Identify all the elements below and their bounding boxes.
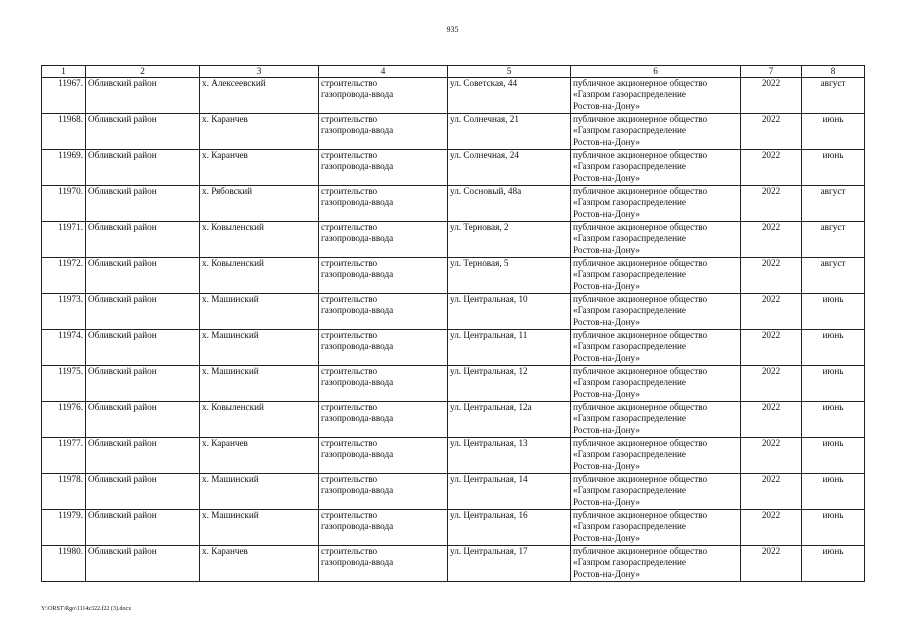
row-number: 11978. bbox=[58, 474, 83, 484]
organization-line: Ростов-на-Дону» bbox=[573, 568, 640, 579]
organization-line: публичное акционерное общество bbox=[573, 222, 708, 232]
row-number-cell bbox=[42, 114, 86, 150]
settlement-name: х. Машинский bbox=[202, 510, 259, 520]
year: 2022 bbox=[761, 510, 781, 520]
work-type-line: газопровода-ввода bbox=[321, 377, 394, 388]
organization-line: «Газпром газораспределение bbox=[573, 557, 686, 568]
address-cell bbox=[448, 546, 571, 582]
table-row bbox=[42, 366, 865, 402]
row-number: 11974. bbox=[58, 330, 83, 340]
work-type-cell bbox=[319, 546, 448, 582]
address-cell bbox=[448, 438, 571, 474]
district-name: Обливский район bbox=[88, 438, 157, 448]
work-type-line: строительство bbox=[321, 510, 378, 520]
address: ул. Центральная, 12а bbox=[450, 402, 532, 412]
year-cell bbox=[741, 402, 802, 438]
settlement-cell bbox=[200, 474, 319, 510]
table-row bbox=[42, 114, 865, 150]
row-number: 11980. bbox=[58, 546, 83, 556]
year-cell bbox=[741, 330, 802, 366]
organization-cell bbox=[571, 546, 741, 582]
month: август bbox=[820, 258, 846, 268]
month: июнь bbox=[822, 402, 844, 412]
address-cell bbox=[448, 258, 571, 294]
month: август bbox=[820, 186, 846, 196]
district-cell bbox=[86, 546, 200, 582]
work-type-cell bbox=[319, 222, 448, 258]
district-name: Обливский район bbox=[88, 222, 157, 232]
settlement-name: х. Каранчев bbox=[202, 546, 248, 556]
row-number: 11979. bbox=[58, 510, 83, 520]
district-cell bbox=[86, 330, 200, 366]
district-cell bbox=[86, 114, 200, 150]
settlement-cell bbox=[200, 402, 319, 438]
table-row bbox=[42, 402, 865, 438]
work-type-line: строительство bbox=[321, 186, 378, 196]
settlement-name: х. Ковыленский bbox=[202, 258, 264, 268]
row-number-cell bbox=[42, 258, 86, 294]
month: июнь bbox=[822, 438, 844, 448]
work-type-line: строительство bbox=[321, 294, 378, 304]
work-type-cell bbox=[319, 474, 448, 510]
row-number-cell bbox=[42, 222, 86, 258]
column-header: 2 bbox=[86, 66, 200, 78]
work-type-line: газопровода-ввода bbox=[321, 233, 394, 244]
month-cell bbox=[802, 474, 865, 510]
organization-line: публичное акционерное общество bbox=[573, 438, 708, 448]
district-name: Обливский район bbox=[88, 294, 157, 304]
table-row bbox=[42, 546, 865, 582]
row-number: 11968. bbox=[58, 114, 83, 124]
district-cell bbox=[86, 438, 200, 474]
work-type-line: строительство bbox=[321, 258, 378, 268]
month-cell bbox=[802, 114, 865, 150]
table-row bbox=[42, 186, 865, 222]
column-header: 6 bbox=[571, 66, 741, 78]
column-header: 7 bbox=[741, 66, 802, 78]
organization-line: «Газпром газораспределение bbox=[573, 305, 686, 316]
organization-line: публичное акционерное общество bbox=[573, 258, 708, 268]
work-type-cell bbox=[319, 294, 448, 330]
address: ул. Центральная, 13 bbox=[450, 438, 528, 448]
month: июнь bbox=[822, 294, 844, 304]
row-number: 11967. bbox=[58, 78, 83, 88]
settlement-cell bbox=[200, 330, 319, 366]
work-type-line: строительство bbox=[321, 150, 378, 160]
organization-cell bbox=[571, 186, 741, 222]
organization-line: «Газпром газораспределение bbox=[573, 377, 686, 388]
address-cell bbox=[448, 366, 571, 402]
district-cell bbox=[86, 402, 200, 438]
address: ул. Терновая, 2 bbox=[450, 222, 509, 232]
column-header: 5 bbox=[448, 66, 571, 78]
year: 2022 bbox=[761, 294, 781, 304]
row-number-cell bbox=[42, 474, 86, 510]
address-cell bbox=[448, 114, 571, 150]
work-type-line: газопровода-ввода bbox=[321, 125, 394, 136]
settlement-cell bbox=[200, 546, 319, 582]
settlement-name: х. Машинский bbox=[202, 294, 259, 304]
organization-line: Ростов-на-Дону» bbox=[573, 532, 640, 543]
row-number-cell bbox=[42, 186, 86, 222]
work-type-line: строительство bbox=[321, 114, 378, 124]
organization-line: Ростов-на-Дону» bbox=[573, 496, 640, 507]
work-type-cell bbox=[319, 114, 448, 150]
settlement-cell bbox=[200, 366, 319, 402]
district-name: Обливский район bbox=[88, 330, 157, 340]
district-cell bbox=[86, 258, 200, 294]
year-cell bbox=[741, 258, 802, 294]
month-cell bbox=[802, 150, 865, 186]
organization-line: публичное акционерное общество bbox=[573, 114, 708, 124]
district-cell bbox=[86, 150, 200, 186]
district-name: Обливский район bbox=[88, 366, 157, 376]
row-number-cell bbox=[42, 366, 86, 402]
gas-pipeline-registry-table bbox=[41, 65, 865, 582]
address-cell bbox=[448, 474, 571, 510]
work-type-line: газопровода-ввода bbox=[321, 413, 394, 424]
row-number-cell bbox=[42, 510, 86, 546]
organization-line: Ростов-на-Дону» bbox=[573, 244, 640, 255]
district-name: Обливский район bbox=[88, 510, 157, 520]
address-cell bbox=[448, 402, 571, 438]
address: ул. Сосновый, 48а bbox=[450, 186, 522, 196]
year: 2022 bbox=[761, 222, 781, 232]
month: август bbox=[820, 222, 846, 232]
organization-line: «Газпром газораспределение bbox=[573, 413, 686, 424]
settlement-cell bbox=[200, 438, 319, 474]
work-type-line: газопровода-ввода bbox=[321, 305, 394, 316]
organization-line: «Газпром газораспределение bbox=[573, 161, 686, 172]
month-cell bbox=[802, 366, 865, 402]
organization-cell bbox=[571, 150, 741, 186]
table-body bbox=[42, 78, 865, 582]
year-cell bbox=[741, 78, 802, 114]
month-cell bbox=[802, 258, 865, 294]
settlement-cell bbox=[200, 510, 319, 546]
address-cell bbox=[448, 330, 571, 366]
year-cell bbox=[741, 294, 802, 330]
table-row bbox=[42, 474, 865, 510]
row-number: 11975. bbox=[58, 366, 83, 376]
address: ул. Терновая, 5 bbox=[450, 258, 509, 268]
row-number: 11977. bbox=[58, 438, 83, 448]
settlement-name: х. Ковыленский bbox=[202, 222, 264, 232]
address: ул. Солнечная, 21 bbox=[450, 114, 519, 124]
work-type-cell bbox=[319, 366, 448, 402]
year: 2022 bbox=[761, 438, 781, 448]
organization-line: публичное акционерное общество bbox=[573, 546, 708, 556]
settlement-cell bbox=[200, 294, 319, 330]
settlement-cell bbox=[200, 78, 319, 114]
address: ул. Центральная, 11 bbox=[450, 330, 528, 340]
address: ул. Центральная, 14 bbox=[450, 474, 528, 484]
month-cell bbox=[802, 330, 865, 366]
address-cell bbox=[448, 78, 571, 114]
year: 2022 bbox=[761, 546, 781, 556]
work-type-line: газопровода-ввода bbox=[321, 557, 394, 568]
table-row bbox=[42, 78, 865, 114]
address: ул. Центральная, 16 bbox=[450, 510, 528, 520]
row-number-cell bbox=[42, 78, 86, 114]
organization-line: публичное акционерное общество bbox=[573, 294, 708, 304]
year-cell bbox=[741, 474, 802, 510]
settlement-name: х. Алексеевский bbox=[202, 78, 266, 88]
work-type-line: строительство bbox=[321, 402, 378, 412]
year: 2022 bbox=[761, 366, 781, 376]
settlement-cell bbox=[200, 150, 319, 186]
row-number-cell bbox=[42, 438, 86, 474]
work-type-cell bbox=[319, 510, 448, 546]
address-cell bbox=[448, 510, 571, 546]
district-name: Обливский район bbox=[88, 150, 157, 160]
address: ул. Центральная, 12 bbox=[450, 366, 528, 376]
month: июнь bbox=[822, 114, 844, 124]
column-header: 8 bbox=[802, 66, 865, 78]
address: ул. Центральная, 10 bbox=[450, 294, 528, 304]
organization-line: публичное акционерное общество bbox=[573, 474, 708, 484]
table-row bbox=[42, 510, 865, 546]
column-header: 3 bbox=[200, 66, 319, 78]
organization-line: «Газпром газораспределение bbox=[573, 521, 686, 532]
work-type-cell bbox=[319, 438, 448, 474]
organization-cell bbox=[571, 78, 741, 114]
year: 2022 bbox=[761, 258, 781, 268]
organization-cell bbox=[571, 438, 741, 474]
year: 2022 bbox=[761, 150, 781, 160]
address-cell bbox=[448, 222, 571, 258]
settlement-name: х. Машинский bbox=[202, 474, 259, 484]
work-type-line: газопровода-ввода bbox=[321, 485, 394, 496]
month-cell bbox=[802, 438, 865, 474]
organization-line: Ростов-на-Дону» bbox=[573, 316, 640, 327]
organization-line: публичное акционерное общество bbox=[573, 366, 708, 376]
work-type-line: газопровода-ввода bbox=[321, 161, 394, 172]
work-type-line: газопровода-ввода bbox=[321, 341, 394, 352]
row-number-cell bbox=[42, 402, 86, 438]
district-cell bbox=[86, 222, 200, 258]
organization-line: Ростов-на-Дону» bbox=[573, 208, 640, 219]
work-type-line: строительство bbox=[321, 78, 378, 88]
district-name: Обливский район bbox=[88, 258, 157, 268]
organization-line: «Газпром газораспределение bbox=[573, 449, 686, 460]
year-cell bbox=[741, 438, 802, 474]
organization-line: публичное акционерное общество bbox=[573, 402, 708, 412]
year: 2022 bbox=[761, 402, 781, 412]
month: июнь bbox=[822, 150, 844, 160]
address: ул. Центральная, 17 bbox=[450, 546, 528, 556]
month-cell bbox=[802, 510, 865, 546]
organization-cell bbox=[571, 222, 741, 258]
settlement-name: х. Ковыленский bbox=[202, 402, 264, 412]
settlement-name: х. Каранчев bbox=[202, 114, 248, 124]
organization-cell bbox=[571, 294, 741, 330]
organization-line: публичное акционерное общество bbox=[573, 510, 708, 520]
organization-line: «Газпром газораспределение bbox=[573, 485, 686, 496]
row-number: 11971. bbox=[58, 222, 83, 232]
organization-line: Ростов-на-Дону» bbox=[573, 172, 640, 183]
year: 2022 bbox=[761, 330, 781, 340]
year-cell bbox=[741, 186, 802, 222]
work-type-line: газопровода-ввода bbox=[321, 269, 394, 280]
row-number-cell bbox=[42, 294, 86, 330]
district-cell bbox=[86, 366, 200, 402]
district-name: Обливский район bbox=[88, 114, 157, 124]
settlement-cell bbox=[200, 258, 319, 294]
year-cell bbox=[741, 114, 802, 150]
month-cell bbox=[802, 186, 865, 222]
month: июнь bbox=[822, 366, 844, 376]
organization-line: Ростов-на-Дону» bbox=[573, 352, 640, 363]
district-cell bbox=[86, 186, 200, 222]
organization-line: публичное акционерное общество bbox=[573, 150, 708, 160]
month-cell bbox=[802, 546, 865, 582]
address-cell bbox=[448, 150, 571, 186]
table-row bbox=[42, 438, 865, 474]
district-cell bbox=[86, 294, 200, 330]
work-type-line: газопровода-ввода bbox=[321, 449, 394, 460]
month-cell bbox=[802, 222, 865, 258]
organization-cell bbox=[571, 330, 741, 366]
work-type-line: строительство bbox=[321, 438, 378, 448]
organization-line: «Газпром газораспределение bbox=[573, 233, 686, 244]
work-type-cell bbox=[319, 150, 448, 186]
settlement-name: х. Машинский bbox=[202, 330, 259, 340]
organization-line: «Газпром газораспределение bbox=[573, 341, 686, 352]
address: ул. Солнечная, 24 bbox=[450, 150, 519, 160]
year-cell bbox=[741, 150, 802, 186]
table-row bbox=[42, 222, 865, 258]
work-type-cell bbox=[319, 258, 448, 294]
month: июнь bbox=[822, 330, 844, 340]
organization-line: Ростов-на-Дону» bbox=[573, 280, 640, 291]
row-number-cell bbox=[42, 546, 86, 582]
table-row bbox=[42, 294, 865, 330]
work-type-cell bbox=[319, 186, 448, 222]
row-number-cell bbox=[42, 150, 86, 186]
page-number: 935 bbox=[446, 25, 459, 34]
row-number-cell bbox=[42, 330, 86, 366]
year-cell bbox=[741, 366, 802, 402]
work-type-line: строительство bbox=[321, 546, 378, 556]
settlement-name: х. Рябовский bbox=[202, 186, 253, 196]
month-cell bbox=[802, 402, 865, 438]
work-type-line: газопровода-ввода bbox=[321, 521, 394, 532]
organization-line: Ростов-на-Дону» bbox=[573, 424, 640, 435]
address-cell bbox=[448, 294, 571, 330]
month: июнь bbox=[822, 510, 844, 520]
organization-line: «Газпром газораспределение bbox=[573, 269, 686, 280]
footer-file-path: Y:\ORST\Rgo\1114z322.f22 (3).docx bbox=[41, 606, 132, 612]
year: 2022 bbox=[761, 186, 781, 196]
settlement-cell bbox=[200, 186, 319, 222]
organization-cell bbox=[571, 366, 741, 402]
table-row bbox=[42, 330, 865, 366]
organization-line: публичное акционерное общество bbox=[573, 78, 708, 88]
organization-line: Ростов-на-Дону» bbox=[573, 388, 640, 399]
column-header: 4 bbox=[319, 66, 448, 78]
work-type-cell bbox=[319, 330, 448, 366]
month: июнь bbox=[822, 546, 844, 556]
district-name: Обливский район bbox=[88, 474, 157, 484]
month: июнь bbox=[822, 474, 844, 484]
organization-cell bbox=[571, 114, 741, 150]
organization-line: публичное акционерное общество bbox=[573, 186, 708, 196]
district-cell bbox=[86, 474, 200, 510]
month: август bbox=[820, 78, 846, 88]
organization-line: публичное акционерное общество bbox=[573, 330, 708, 340]
district-name: Обливский район bbox=[88, 546, 157, 556]
work-type-line: строительство bbox=[321, 474, 378, 484]
organization-line: Ростов-на-Дону» bbox=[573, 100, 640, 111]
year-cell bbox=[741, 510, 802, 546]
work-type-cell bbox=[319, 78, 448, 114]
row-number: 11969. bbox=[58, 150, 83, 160]
year: 2022 bbox=[761, 78, 781, 88]
organization-line: «Газпром газораспределение bbox=[573, 125, 686, 136]
work-type-line: строительство bbox=[321, 366, 378, 376]
row-number: 11973. bbox=[58, 294, 83, 304]
work-type-line: газопровода-ввода bbox=[321, 197, 394, 208]
table-row bbox=[42, 150, 865, 186]
year-cell bbox=[741, 546, 802, 582]
settlement-name: х. Каранчев bbox=[202, 438, 248, 448]
organization-line: «Газпром газораспределение bbox=[573, 197, 686, 208]
settlement-cell bbox=[200, 114, 319, 150]
district-cell bbox=[86, 78, 200, 114]
settlement-name: х. Машинский bbox=[202, 366, 259, 376]
column-number-header-row bbox=[42, 66, 865, 78]
row-number: 11972. bbox=[58, 258, 83, 268]
work-type-cell bbox=[319, 402, 448, 438]
district-name: Обливский район bbox=[88, 402, 157, 412]
organization-line: Ростов-на-Дону» bbox=[573, 136, 640, 147]
district-name: Обливский район bbox=[88, 186, 157, 196]
year: 2022 bbox=[761, 474, 781, 484]
organization-line: Ростов-на-Дону» bbox=[573, 460, 640, 471]
district-cell bbox=[86, 510, 200, 546]
organization-cell bbox=[571, 474, 741, 510]
work-type-line: строительство bbox=[321, 330, 378, 340]
row-number: 11970. bbox=[58, 186, 83, 196]
month-cell bbox=[802, 294, 865, 330]
organization-line: «Газпром газораспределение bbox=[573, 89, 686, 100]
address-cell bbox=[448, 186, 571, 222]
table-row bbox=[42, 258, 865, 294]
settlement-cell bbox=[200, 222, 319, 258]
year: 2022 bbox=[761, 114, 781, 124]
row-number: 11976. bbox=[58, 402, 83, 412]
month-cell bbox=[802, 78, 865, 114]
work-type-line: строительство bbox=[321, 222, 378, 232]
work-type-line: газопровода-ввода bbox=[321, 89, 394, 100]
organization-cell bbox=[571, 510, 741, 546]
column-header: 1 bbox=[42, 66, 86, 78]
organization-cell bbox=[571, 258, 741, 294]
organization-cell bbox=[571, 402, 741, 438]
district-name: Обливский район bbox=[88, 78, 157, 88]
settlement-name: х. Каранчев bbox=[202, 150, 248, 160]
address: ул. Советская, 44 bbox=[450, 78, 518, 88]
year-cell bbox=[741, 222, 802, 258]
